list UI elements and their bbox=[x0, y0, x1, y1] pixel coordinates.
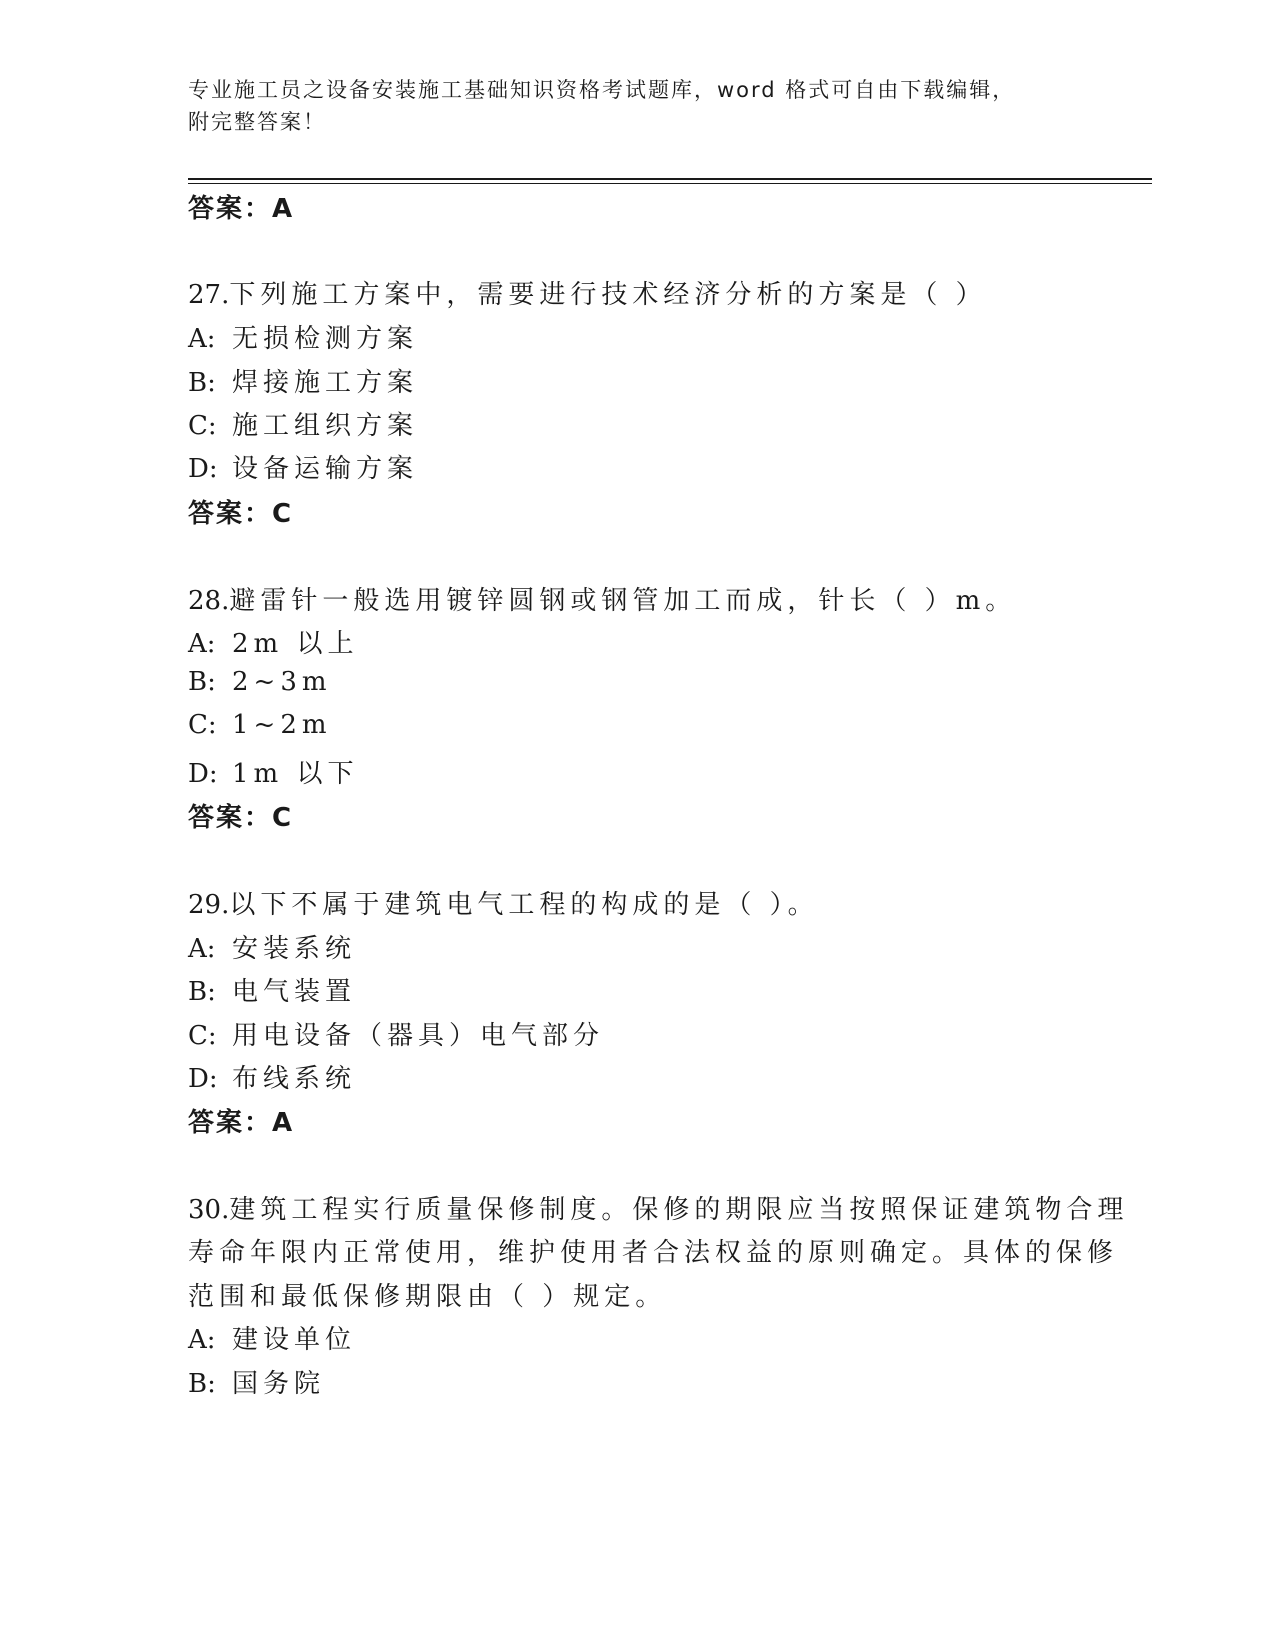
option-27-c bbox=[188, 405, 418, 442]
option-text: 设备运输方案 bbox=[232, 454, 419, 484]
option-29-b bbox=[188, 971, 356, 1008]
option-key: B: bbox=[188, 368, 216, 398]
header-divider-thick bbox=[188, 178, 1152, 180]
header-divider-thin bbox=[188, 183, 1152, 184]
option-text: 用电设备（器具）电气部分 bbox=[232, 1021, 605, 1051]
answer-29: 答案：A bbox=[188, 1108, 295, 1138]
option-29-a bbox=[188, 928, 356, 965]
question-text: 避雷针一般选用镀锌圆钢或钢管加工而成，针长（ ）m。 bbox=[229, 586, 1017, 616]
option-text: 安装系统 bbox=[232, 934, 357, 964]
answer-27: 答案：C bbox=[188, 499, 294, 529]
option-key: A: bbox=[188, 934, 216, 964]
option-key: D: bbox=[188, 454, 218, 484]
option-text: 无损检测方案 bbox=[232, 324, 419, 354]
option-key: A: bbox=[188, 629, 216, 659]
option-key: B: bbox=[188, 667, 216, 697]
option-30-b bbox=[188, 1363, 325, 1400]
option-text: 国务院 bbox=[232, 1369, 326, 1399]
option-text: 2m 以上 bbox=[232, 629, 359, 659]
option-27-d bbox=[188, 448, 418, 485]
answer-28: 答案：C bbox=[188, 803, 294, 833]
option-key: D: bbox=[188, 1064, 218, 1094]
option-key: C: bbox=[188, 1021, 217, 1051]
header-line-2: 附完整答案！ bbox=[188, 110, 326, 134]
question-number: 29. bbox=[188, 890, 230, 920]
option-text: 2~3m bbox=[232, 667, 332, 697]
option-27-b bbox=[188, 362, 418, 399]
option-29-c bbox=[188, 1015, 604, 1052]
question-30-line-1 bbox=[188, 1189, 1128, 1226]
question-text: 以下不属于建筑电气工程的构成的是（ ）。 bbox=[229, 890, 819, 920]
option-27-a bbox=[188, 318, 418, 355]
option-29-d bbox=[188, 1058, 356, 1095]
option-key: A: bbox=[188, 1325, 216, 1355]
option-text: 建设单位 bbox=[232, 1325, 357, 1355]
option-text: 布线系统 bbox=[232, 1064, 357, 1094]
header-line-1: 专业施工员之设备安装施工基础知识资格考试题库，word 格式可自由下载编辑， bbox=[188, 78, 1016, 102]
option-text: 1m 以下 bbox=[232, 759, 359, 789]
option-key: D: bbox=[188, 759, 218, 789]
option-text: 1~2m bbox=[232, 710, 332, 740]
option-text: 电气装置 bbox=[232, 977, 357, 1007]
question-28 bbox=[188, 580, 1016, 617]
option-text: 焊接施工方案 bbox=[232, 368, 419, 398]
option-28-d bbox=[188, 753, 358, 790]
option-28-b bbox=[188, 667, 332, 697]
option-key: C: bbox=[188, 710, 217, 740]
option-28-c bbox=[188, 710, 332, 740]
option-key: A: bbox=[188, 324, 216, 354]
question-number: 30. bbox=[188, 1195, 230, 1225]
option-key: B: bbox=[188, 1369, 216, 1399]
question-30-line-3: 范围和最低保修期限由（ ）规定。 bbox=[188, 1282, 667, 1312]
question-text: 建筑工程实行质量保修制度。保修的期限应当按照保证建筑物合理 bbox=[229, 1195, 1129, 1225]
option-key: C: bbox=[188, 411, 217, 441]
question-text: 下列施工方案中，需要进行技术经济分析的方案是（ ） bbox=[229, 280, 987, 310]
option-30-a bbox=[188, 1319, 356, 1356]
question-number: 27. bbox=[188, 280, 230, 310]
answer-26: 答案：A bbox=[188, 194, 295, 224]
question-27 bbox=[188, 274, 987, 311]
option-key: B: bbox=[188, 977, 216, 1007]
question-30-line-2: 寿命年限内正常使用，维护使用者合法权益的原则确定。具体的保修 bbox=[188, 1238, 1119, 1268]
option-28-a bbox=[188, 623, 358, 660]
question-29 bbox=[188, 884, 819, 921]
document-header bbox=[188, 74, 1088, 138]
option-text: 施工组织方案 bbox=[232, 411, 419, 441]
question-number: 28. bbox=[188, 586, 230, 616]
